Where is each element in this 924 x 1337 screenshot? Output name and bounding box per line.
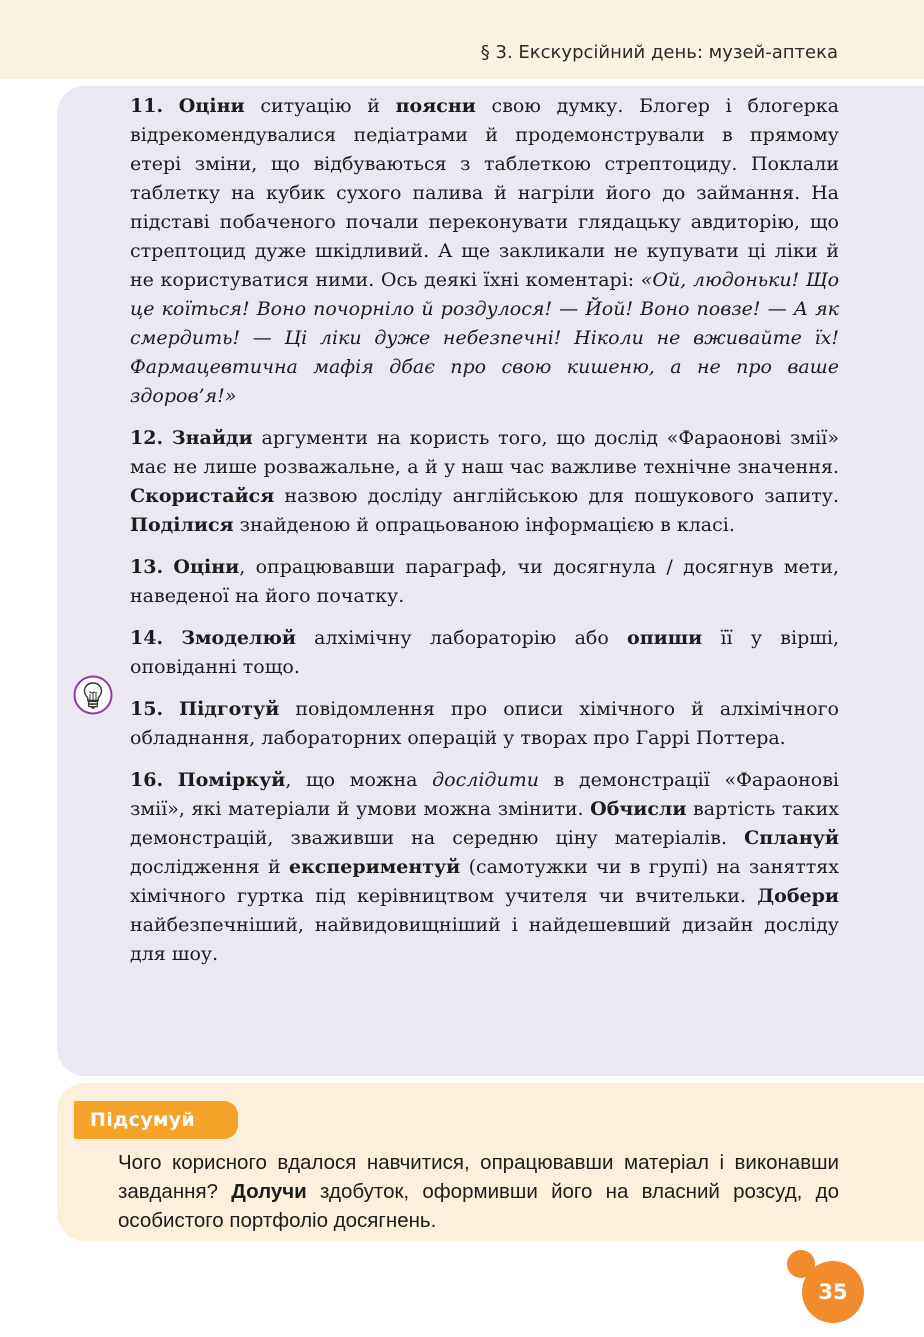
text-run: , що можна (285, 769, 433, 791)
task-number: 15. (130, 698, 164, 720)
summary-text (118, 1148, 839, 1235)
text-run: , опрацювавши параграф, чи досягнула / досягнув мети, наведеної на його початку. (130, 556, 840, 607)
text-run: повідомлення про описи хімічного й алхімічного обладнання, лабораторних операцій у творах про Гаррі Поттера. (130, 698, 839, 749)
emphasis-verb: Скористайся (130, 485, 275, 507)
text-run: Чого корисного вдалося навчитися, опрацювавши матеріал і виконавши завдання? (118, 1151, 839, 1203)
text-run: ситуацію й (244, 95, 396, 117)
text-run: аргументи на користь того, що дослід «Фараонові змії» має не лише розважальне, а й у наш час важливе технічне значення. (130, 427, 839, 478)
emphasis-verb: експериментуй (289, 856, 461, 878)
page-number: 35 (818, 1280, 848, 1304)
task-list (130, 92, 839, 982)
emphasis-verb: Поділися (130, 514, 234, 536)
text-run: знайденою й опрацьованою інформацією в класі. (233, 514, 735, 536)
task-number: 11. (130, 95, 164, 117)
running-head: § 3. Екскурсійний день: музей-аптека (480, 42, 838, 63)
emphasis-verb: опиши (627, 627, 703, 649)
task-item (130, 695, 839, 753)
emphasis-verb: Підготуй (179, 698, 280, 720)
task-number: 13. (130, 556, 164, 578)
emphasis-verb: Знайди (171, 427, 253, 449)
task-item (130, 553, 839, 611)
text-run: свою думку. Блогер і блогерка відрекомендувалися педіатрами й продемонстрували в прямому етері зміни, що відбуваються з таблеткою стрептоциду. Поклали таблетку на кубик сухого палива й нагріли його до займання. На підставі побаченого почали переконувати глядацьку авдиторію, що стрептоцид дуже шкідливий. А ще закликали не купувати ці ліки й не користуватися ними. Ось деякі їхні коментарі: (130, 95, 839, 291)
emphasis-verb: Оціни (173, 556, 240, 578)
text-run: її у вірші, оповіданні тощо. (130, 627, 840, 678)
task-number: 12. (130, 427, 164, 449)
emphasis-verb: Оціни (178, 95, 245, 117)
task-item (130, 92, 839, 411)
emphasis-verb: Обчисли (590, 798, 687, 820)
task-item (130, 624, 839, 682)
emphasis-verb: Сплануй (744, 827, 839, 849)
header-band (0, 0, 924, 79)
task-number: 14. (130, 627, 164, 649)
text-run: алхімічну лабораторію або (295, 627, 628, 649)
text-run: вартість таких демонстрацій, зваживши на середню ціну матеріалів. (130, 798, 839, 849)
text-run: (самотужки чи в групі) на заняттях хімічного гуртка під керівництвом учителя чи вчительки. (130, 856, 839, 907)
task-item (130, 766, 839, 969)
text-run: здобуток, оформивши його на власний розсуд, до особистого портфоліо досягнень. (118, 1180, 840, 1232)
italic-text: дослідити (432, 769, 539, 791)
text-run: найбезпечніший, найвидовищніший і найдешевший дизайн досліду для шоу. (130, 914, 839, 965)
emphasis-verb: Долучи (231, 1180, 307, 1203)
text-run: дослідження й (130, 856, 289, 878)
text-run: в демонстрації «Фараонові змії», які матеріали й умови можна змінити. (130, 769, 839, 820)
italic-text: «Ой, людоньки! Що це коїться! Воно почорніло й роздулося! — Йой! Воно повзе! — А як смердить! — Ці ліки дуже небезпечні! Ніколи не вживайте їх! Фармацевтична мафія дбає про свою кишеню, а не про ваше здоров’я!» (130, 269, 840, 407)
task-number: 16. (130, 769, 164, 791)
summary-heading: Підсумуй (74, 1101, 238, 1139)
text-run: назвою досліду англійською для пошукового запиту. (274, 485, 839, 507)
task-item (130, 424, 839, 540)
emphasis-verb: Поміркуй (177, 769, 286, 791)
lightbulb-icon (73, 675, 113, 715)
emphasis-verb: Добери (757, 885, 839, 907)
emphasis-verb: поясни (395, 95, 476, 117)
emphasis-verb: Змоделюй (181, 627, 296, 649)
